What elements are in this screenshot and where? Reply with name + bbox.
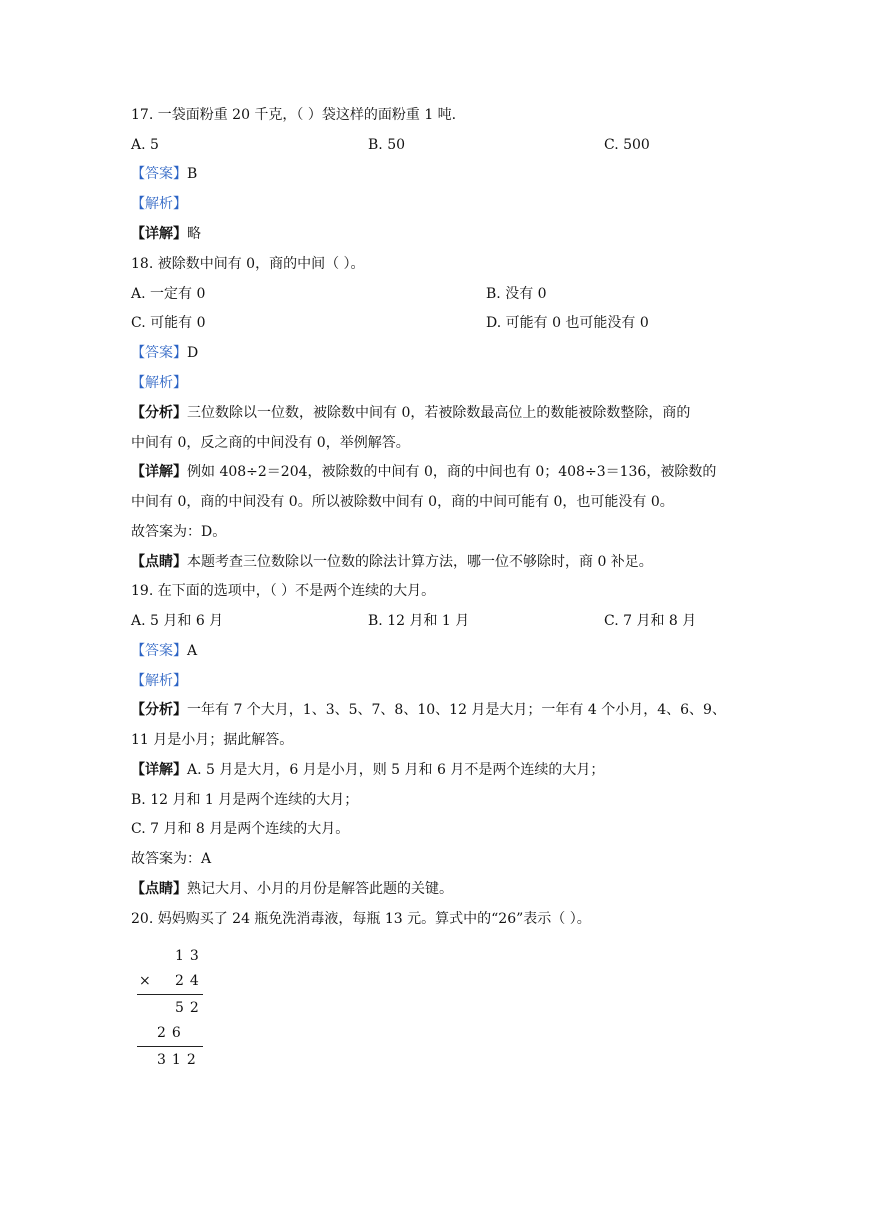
q18-dianjing: 本题考查三位数除以一位数的除法计算方法，哪一位不够除时，商 0 补足。 [187,554,653,570]
q17-stem: 17. 一袋面粉重 20 千克，（ ）袋这样的面粉重 1 吨. [131,107,457,123]
q17-detail: 略 [187,226,201,242]
q19-answer: A [187,643,198,659]
q19-detail-line-2: B. 12 月和 1 月是两个连续的大月； [131,792,359,808]
answer-tag: 【答案】 [131,643,187,659]
q18-answer: D [187,345,199,361]
calc-multiplier: 24 [175,973,205,989]
q17-option-c: C. 500 [604,137,650,153]
q17-answer-line [131,165,197,183]
q18-option-d: D. 可能有 0 也可能没有 0 [486,315,649,331]
q19-fenxi-line-2: 11 月是小月；据此解答。 [131,732,294,748]
q17-detail-line [131,225,201,243]
q19-answer-line [131,642,197,660]
calc-multiplicand: 13 [175,948,205,964]
calc-divider-2 [137,1046,203,1047]
detail-tag: 【详解】 [131,226,187,242]
q18-analysis-line [131,374,187,392]
q19-dianjing: 熟记大月、小月的月份是解答此题的关键。 [187,881,453,897]
analysis-tag: 【解析】 [131,196,187,212]
fenxi-tag: 【分析】 [131,702,187,718]
q18-conclusion: 故答案为：D。 [131,524,227,540]
answer-tag: 【答案】 [131,345,187,361]
q18-fenxi-line-2: 中间有 0，反之商的中间没有 0，举例解答。 [131,435,410,451]
dianjing-tag: 【点睛】 [131,554,187,570]
answer-tag: 【答案】 [131,166,187,182]
fenxi-tag: 【分析】 [131,405,187,421]
q18-option-b: B. 没有 0 [486,286,547,302]
q19-conclusion: 故答案为：A [131,851,212,867]
q19-analysis-line [131,672,187,690]
dianjing-tag: 【点睛】 [131,881,187,897]
vertical-multiplication [131,946,221,1076]
q18-option-c: C. 可能有 0 [131,315,206,331]
q18-detail-line-2: 中间有 0，商的中间没有 0。所以被除数中间有 0，商的中间可能有 0，也可能没有 0。 [131,494,674,510]
q18-fenxi-text-1: 三位数除以一位数，被除数中间有 0，若被除数最高位上的数能被除数整除，商的 [187,405,691,421]
q18-detail-text-1: 例如 408÷2＝204，被除数的中间有 0，商的中间也有 0；408÷3＝136，被除数的 [187,464,717,480]
q19-detail-line-1 [131,761,604,779]
q17-option-b: B. 50 [368,137,406,153]
q17-option-a: A. 5 [131,137,159,153]
q18-answer-line [131,344,198,362]
detail-tag: 【详解】 [131,464,187,480]
q19-stem: 19. 在下面的选项中，（ ）不是两个连续的大月。 [131,583,436,599]
q18-option-a: A. 一定有 0 [131,286,206,302]
q17-analysis-line [131,195,187,213]
analysis-tag: 【解析】 [131,673,187,689]
q17-answer: B [187,166,198,182]
calc-partial-product-2: 26 [157,1025,187,1041]
detail-tag: 【详解】 [131,762,187,778]
q19-option-c: C. 7 月和 8 月 [604,613,697,629]
q19-detail-line-3: C. 7 月和 8 月是两个连续的大月。 [131,821,350,837]
q19-fenxi-line-1 [131,701,726,719]
q20-stem: 20. 妈妈购买了 24 瓶免洗消毒液，每瓶 13 元。算式中的“26”表示（ ）。 [131,911,591,927]
q18-dianjing-line [131,553,653,571]
q19-fenxi-text-1: 一年有 7 个大月，1、3、5、7、8、10、12 月是大月；一年有 4 个小月，4、6、9、 [187,702,726,718]
calc-divider-1 [137,994,203,995]
calc-partial-product-1: 52 [175,1000,205,1016]
q19-option-a: A. 5 月和 6 月 [131,613,224,629]
calc-times-sign: × [139,973,157,989]
q18-fenxi-line-1 [131,404,690,422]
q19-dianjing-line [131,880,453,898]
q18-detail-line-1 [131,463,716,481]
analysis-tag: 【解析】 [131,375,187,391]
calc-product: 312 [157,1052,202,1068]
q19-option-b: B. 12 月和 1 月 [368,613,470,629]
q18-stem: 18. 被除数中间有 0，商的中间（ ）。 [131,256,365,272]
q19-detail-text-1: A. 5 月是大月，6 月是小月，则 5 月和 6 月不是两个连续的大月； [187,762,605,778]
